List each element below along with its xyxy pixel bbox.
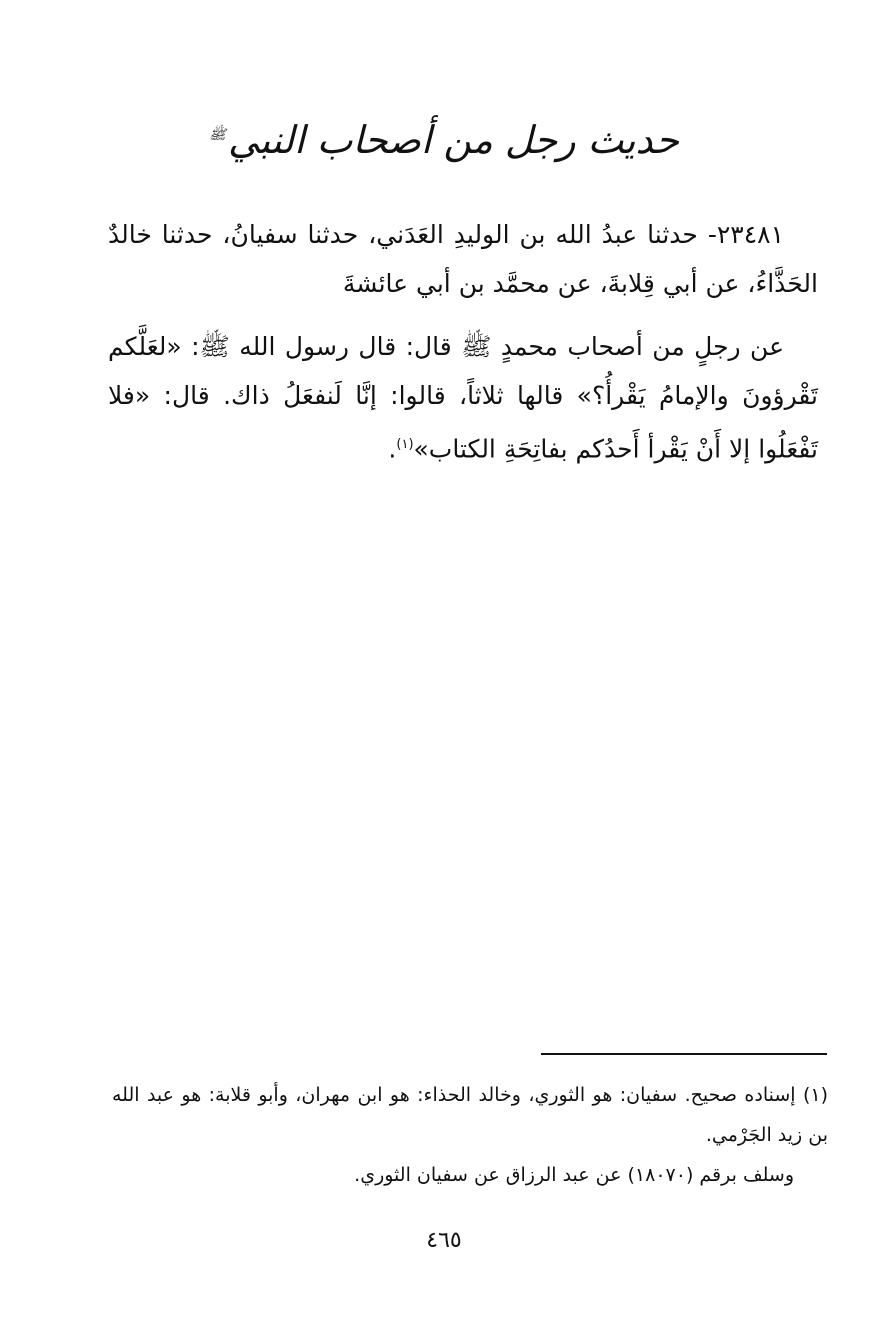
page-number: ٤٦٥ <box>426 1228 462 1253</box>
footnote-1: (١) إسناده صحيح. سفيان: هو الثوري، وخالد الحذاء: هو ابن مهران، وأبو قلابة: هو عبد الله بن زيد الجَرْمي. <box>112 1084 828 1146</box>
matn-end-punctuation: . <box>388 434 397 464</box>
footnote-reference[interactable]: (١) <box>396 437 414 452</box>
chapter-title-text: حديث رجل من أصحاب النبي <box>227 118 679 162</box>
footnote-separator <box>541 1053 827 1055</box>
honorific-mark: ﷺ <box>209 127 226 144</box>
footnotes <box>112 1075 828 1195</box>
hadith-matn-text: عن رجلٍ من أصحاب محمدٍ ﷺ قال: قال رسول الله ﷺ: «لعَلَّكم تَقْرؤونَ والإمامُ يَقْرأُ؟» قالها ثلاثاً، قالوا: إنَّا لَنفعَلُ ذاك. قال: «فلا تَفْعَلُوا إلا أَنْ يَقْرأ أَحدُكم بفاتِحَةِ الكتاب» <box>108 332 818 464</box>
chapter-title <box>0 118 888 162</box>
hadith-isnad: ٢٣٤٨١- حدثنا عبدُ الله بن الوليدِ العَدَني، حدثنا سفيانُ، حدثنا خالدٌ الحَذَّاءُ، عن أبي قِلابةَ، عن محمَّد بن أبي عائشةَ <box>108 220 818 298</box>
hadith-matn <box>108 322 818 473</box>
footnote-1-continuation: وسلف برقم (١٨٠٧٠) عن عبد الرزاق عن سفيان الثوري. <box>354 1164 794 1186</box>
